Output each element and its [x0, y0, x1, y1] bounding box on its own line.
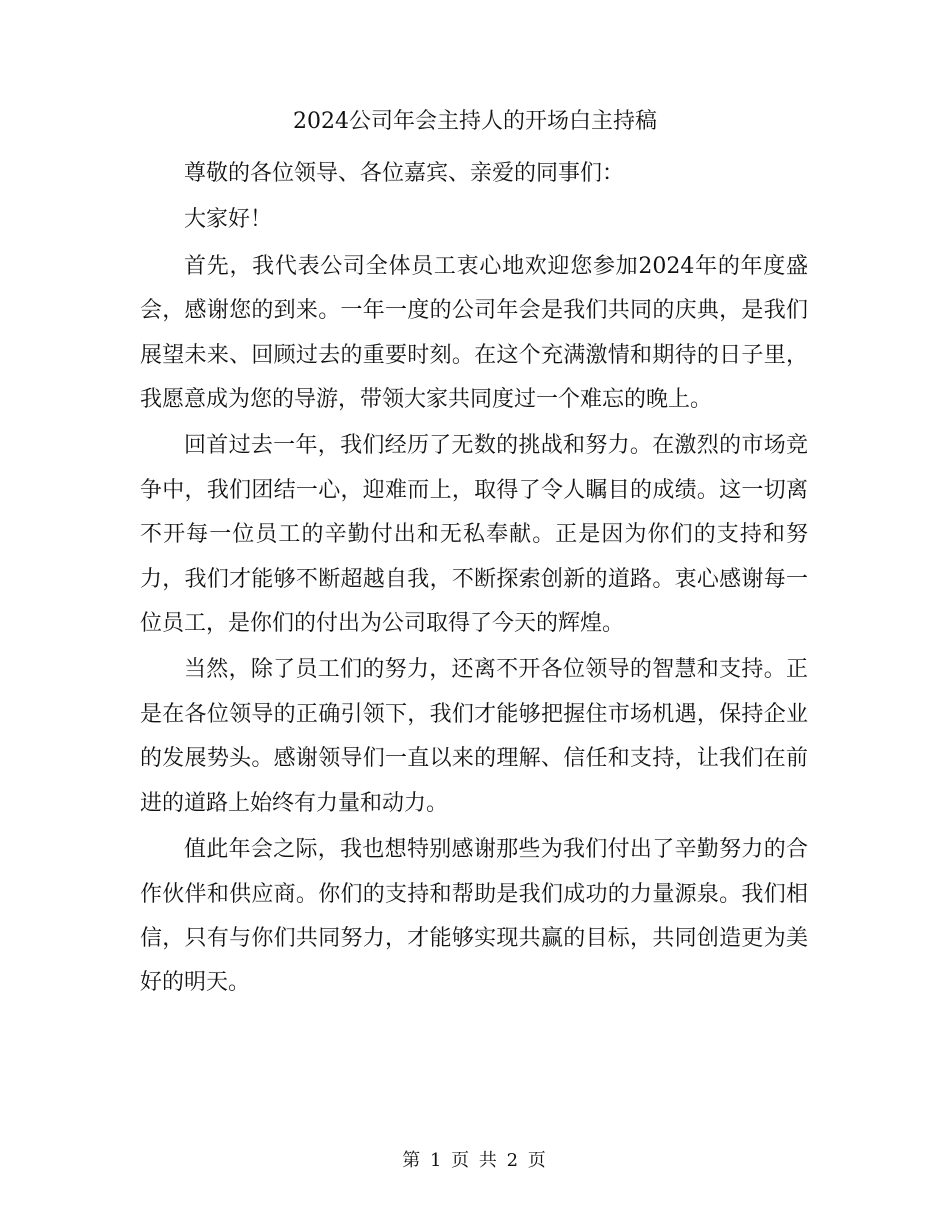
- paragraph-welcome: 首先，我代表公司全体员工衷心地欢迎您参加2024年的年度盛会，感谢您的到来。一年一度的公司年会是我们共同的庆典，是我们展望未来、回顾过去的重要时刻。在这个充满激情和期待的日子里，我愿意成为您的导游，带领大家共同度过一个难忘的晚上。: [140, 253, 808, 413]
- paragraph-leaders: 当然，除了员工们的努力，还离不开各位领导的智慧和支持。正是在各位领导的正确引领下，我们才能够把握住市场机遇，保持企业的发展势头。感谢领导们一直以来的理解、信任和支持，让我们在前进的道路上始终有力量和动力。: [140, 657, 808, 816]
- paragraph-review: 回首过去一年，我们经历了无数的挑战和努力。在激烈的市场竞争中，我们团结一心，迎难而上，取得了令人瞩目的成绩。这一切离不开每一位员工的辛勤付出和无私奉献。正是因为你们的支持和努力，我们才能够不断超越自我，不断探索创新的道路。衷心感谢每一位员工，是你们的付出为公司取得了今天的辉煌。: [140, 433, 808, 637]
- paragraph-partners: 值此年会之际，我也想特别感谢那些为我们付出了辛勤努力的合作伙伴和供应商。你们的支持和帮助是我们成功的力量源泉。我们相信，只有与你们共同努力，才能够实现共赢的目标，共同创造更为美好的明天。: [140, 837, 808, 996]
- document-title: 2024公司年会主持人的开场白主持稿: [293, 109, 657, 134]
- page-footer: 第 1 页 共 2 页: [402, 1150, 548, 1171]
- paragraph-salutation: 尊敬的各位领导、各位嘉宾、亲爱的同事们：: [184, 161, 625, 186]
- document-body: [140, 152, 808, 1008]
- paragraph-greeting: 大家好！: [184, 207, 273, 233]
